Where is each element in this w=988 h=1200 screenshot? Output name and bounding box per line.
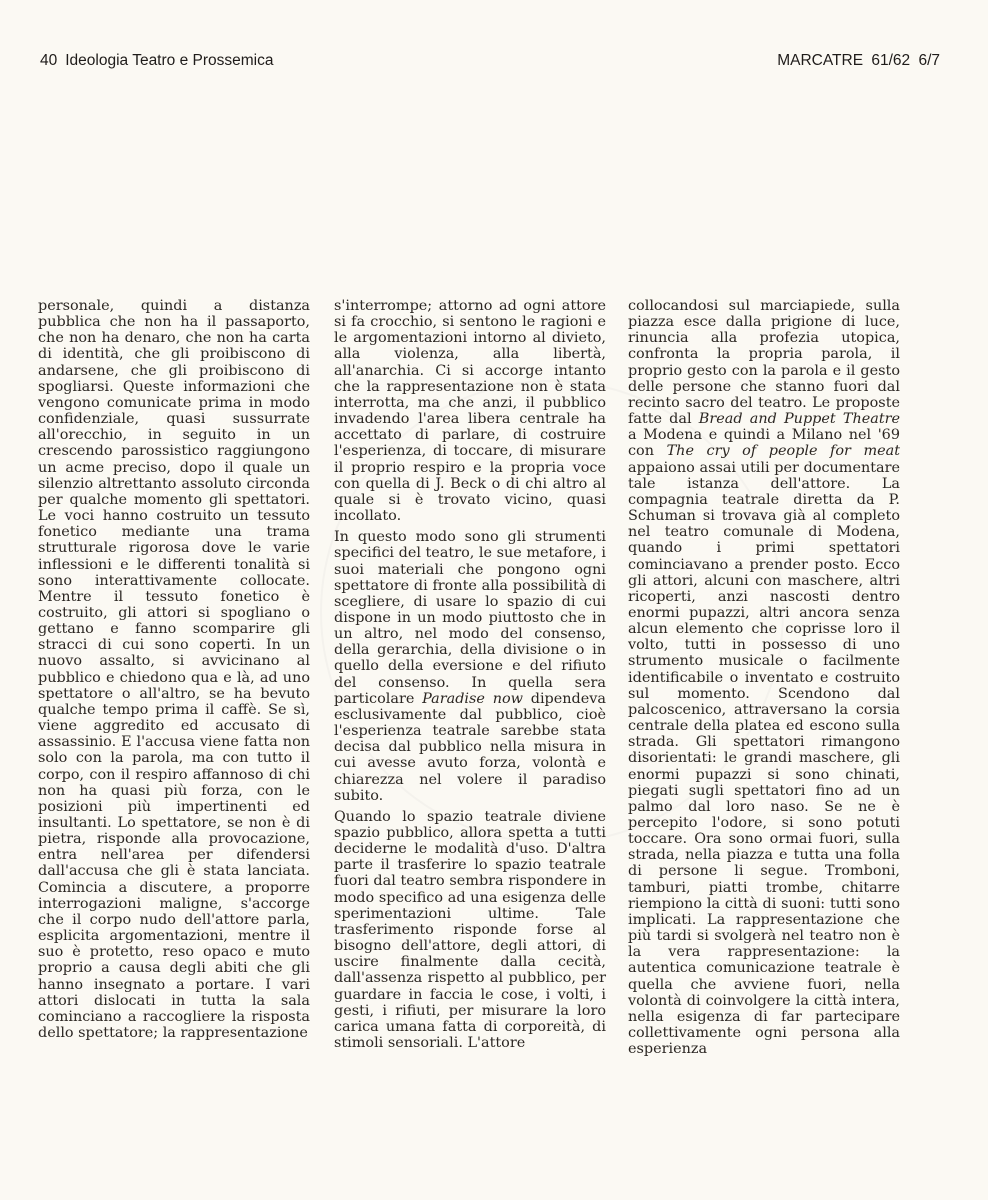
text-run: a Modena e quindi a Milano nel '69 con	[628, 427, 900, 460]
section-title: Ideologia Teatro e Prossemica	[65, 52, 274, 69]
paragraph	[334, 529, 606, 804]
text-column-1	[38, 298, 310, 1041]
running-header	[40, 52, 940, 74]
paragraph: s'interrompe; attorno ad ogni attore si fa crocchio, si sentono le ragioni e le argomentazioni intorno al divieto, alla violenza, alla libertà, all'anarchia. Ci si accorge intanto che la rappresentazione non è stata interrotta, ma che anzi, il pubblico invadendo l'area libera centrale ha accettato di parlare, di costruire l'esperienza, di toccare, di misurare il proprio respiro e la propria voce con quella di J. Beck o di chi altro al quale si è trovato vicino, quasi incollato.	[334, 298, 606, 525]
text-run: collocandosi sul marciapiede, sulla piazza esce dalla prigione di luce, rinuncia alla profezia utopica, confronta la propria parola, il proprio gesto con la parola e il gesto delle persone che stanno fuori dal recinto sacro del teatro. Le proposte fatte dal	[628, 298, 900, 428]
header-left	[40, 52, 273, 70]
text-run: dipendeva esclusivamente dal pubblico, cioè l'esperienza teatrale sarebbe stata decisa dal pubblico nella misura in cui avesse avuto forza, volontà e chiarezza nel volere il paradiso subito.	[334, 690, 606, 804]
page-number: 40	[40, 52, 58, 69]
work-title-paradise-now: Paradise now	[422, 690, 523, 707]
paragraph: Quando lo spazio teatrale diviene spazio pubblico, allora spetta a tutti deciderne le modalità d'uso. D'altra parte il trasferire lo spazio teatrale fuori dal teatro sembra rispondere in modo specifico ad una esigenza delle sperimentazioni ultime. Tale trasferimento risponde forse al bisogno dell'attore, degli attori, di uscire finalmente dalla cecità, dall'assenza rispetto al pubblico, per guardare in faccia le cose, i volti, i gesti, i rifiuti, per misurare la loro carica umana fatta di corporeità, di stimoli sensoriali. L'attore	[334, 808, 606, 1052]
journal-reference: MARCATRE 61/62 6/7	[777, 52, 940, 69]
text-run: appaiono assai utili per documentare tale istanza dell'attore. La compagnia teatrale diretta da P. Schuman si trovava già al completo nel teatro comunale di Modena, quando i primi spettatori cominciavano a prender posto. Ecco gli attori, alcuni con maschere, altri ricoperti, anzi nascosti dentro enormi pupazzi, altri ancora senza alcun elemento che coprisse loro il volto, tutti in possesso di uno strumento musicale o facilmente identificabile o inventato e costruito sul momento. Scendono dal palcoscenico, attraversano la corsia centrale della platea ed escono sulla strada. Gli spettatori rimangono disorientati: le grandi maschere, gli enormi pupazzi si sono chinati, piegati sugli spettatori fino ad un palmo dal loro naso. Se ne è percepito l'odore, si sono potuti toccare. Ora sono ormai fuori, sulla strada, nella piazza e tutta una folla di persone li segue. Tromboni, tamburi, piatti trombe, chitarre riempiono la città di suoni: tutti sono implicati. La rappresentazione che più tardi si svolgerà nel teatro non è la vera rappresentazione: la autentica comunicazione teatrale è quella che avviene fuori, nella volontà di coinvolgere la città intera, nella esigenza di far partecipare collettivamente ogni persona alla esperienza	[628, 459, 900, 1058]
paragraph	[628, 298, 900, 1057]
text-column-3	[628, 298, 900, 1057]
work-title-bread-and-puppet: Bread and Puppet Theatre	[698, 411, 900, 428]
text-column-2	[334, 298, 606, 1051]
text-run: In questo modo sono gli strumenti specifici del teatro, le sue metafore, i suoi materiali che pongono ogni spettatore di fronte alla possibilità di scegliere, di usare lo spazio di cui dispone in un modo piuttosto che in un altro, nel modo del consenso, della gerarchia, della divisione o in quello della eversione e del rifiuto del consenso. In quella sera particolare	[334, 529, 606, 707]
paragraph: personale, quindi a distanza pubblica che non ha il passaporto, che non ha denaro, che non ha carta di identità, che gli proibiscono di andarsene, che gli proibiscono di spogliarsi. Queste informazioni che vengono comunicate prima in modo confidenziale, quasi sussurrate all'orecchio, in seguito in un crescendo parossistico raggiungono un acme preciso, dopo il quale un silenzio altrettanto assoluto circonda per qualche momento gli spettatori. Le voci hanno costruito un tessuto fonetico mediante una trama strutturale rigorosa dove le varie inflessioni e le differenti tonalità si sono interattivamente collocate. Mentre il tessuto fonetico è costruito, gli attori si spogliano o gettano e fanno scomparire gli stracci di cui sono coperti. In un nuovo assalto, si avvicinano al pubblico e chiedono qua e là, ad uno spettatore o all'altro, se ha bevuto qualche tempo prima il caffè. Se sì, viene aggredito ed accusato di assassinio. E l'accusa viene fatta non solo con la parola, ma con tutto il corpo, con il respiro affannoso di chi non ha quasi più forza, con le posizioni più impertinenti ed insultanti. Lo spettatore, se non è di pietra, risponde alla provocazione, entra nell'area per difendersi dall'accusa che gli è stata lanciata. Comincia a discutere, a proporre interrogazioni maligne, s'accorge che il corpo nudo dell'attore parla, esplicita argomentazioni, mentre il suo è protetto, reso opaco e muto proprio a causa degli abiti che gli hanno insegnato a portare. I vari attori dislocati in tutta la sala cominciano a raccogliere la risposta dello spettatore; la rappresentazione	[38, 298, 310, 1042]
work-title-cry-of-people: The cry of people for meat	[666, 443, 900, 460]
